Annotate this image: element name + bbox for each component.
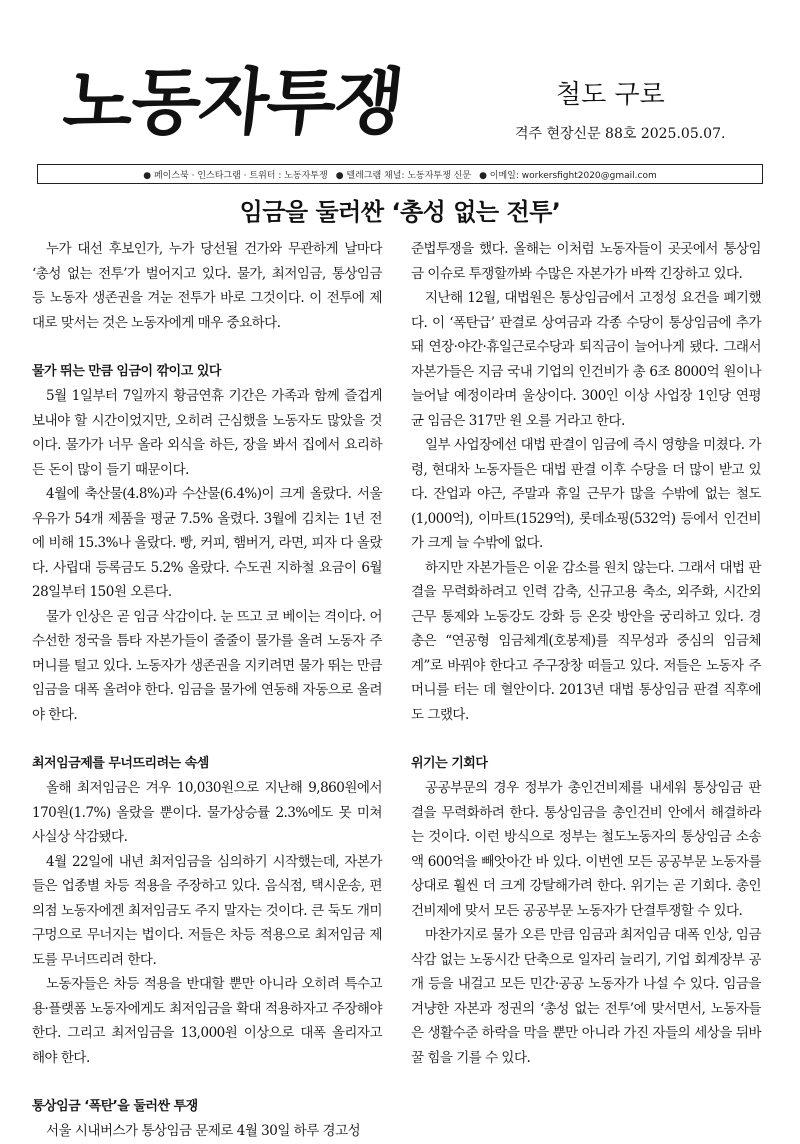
right-column — [411, 237, 761, 1070]
section-name: 철도 구로 — [556, 80, 665, 110]
social-info: ● 페이스북 · 인스타그램 · 트위터 : 노동자투쟁 — [143, 170, 328, 181]
headline: 임금을 둘러싼 ‘총성 없는 전투’ — [239, 198, 561, 226]
paragraph: 4월 22일에 내년 최저임금을 심의하기 시작했는데, 자본가들은 업종별 차등 적용을 주장하고 있다. 음식점, 택시운송, 편의점 노동자에겐 최저임금도 주지 말자는 것이다. 큰 둑도 개미구멍으로 무너지는 법이다. 저들은 차등 적용으로 최저임금 제도를 무너뜨리려 한다. — [32, 853, 382, 968]
paragraph: 일부 사업장에선 대법 판결이 임금에 즉시 영향을 미쳤다. 가령, 현대차 노동자들은 대법 판결 이후 수당을 더 많이 받고 있다. 잔업과 야근, 주말과 휴일 근무가 많을 수밖에 없는 철도(1,000억), 이마트(1529억), 롯데쇼핑(532억) 등에서 인건비가 크게 늘 수밖에 없다. — [411, 437, 761, 551]
left-column — [32, 237, 382, 1144]
section-title-minimum-wage: 최저임금제를 무너뜨리려는 속셈 — [32, 755, 209, 771]
info-bar — [37, 164, 763, 184]
paragraph: 공공부문의 경우 정부가 총인건비제를 내세워 통상임금 판결을 무력화하려 한다. 통상임금을 총인건비 안에서 해결하라는 것이다. 이런 방식으로 정부는 철도노동자의 통상임금 소송액 600억을 빼앗아간 바 있다. 이번엔 모든 공공부문 노동자를 상대로 훨씬 더 크게 강탈해가려 한다. 위기는 곧 기회다. 총인건비제에 맞서 모든 공공부문 노동자가 단결투쟁할 수 있다. — [411, 780, 761, 919]
issue-line: 격주 현장신문 88호 2025.05.07. — [515, 126, 726, 142]
section-title-crisis: 위기는 기회다 — [411, 755, 488, 771]
paragraph: 4월에 축산물(4.8%)과 수산물(6.4%)이 크게 올랐다. 서울우유가 54개 제품을 평균 7.5% 올렸다. 3월에 김치는 1년 전에 비해 15.3%나 올랐다. 빵, 커피, 햄버거, 라면, 피자 다 올랐다. 사립대 등록금도 5.2% 올랐다. 수도권 지하철 요금이 6월 28일부터 150원 오른다. — [32, 486, 382, 600]
paragraph: 물가 인상은 곧 임금 삭감이다. 눈 뜨고 코 베이는 격이다. 어수선한 정국을 틈타 자본가들이 줄줄이 물가를 올려 노동자 주머니를 털고 있다. 노동자가 생존권을 지키려면 물가 뛰는 만큼 임금을 대폭 올려야 한다. 임금을 물가에 연동해 자동으로 올려야 한다. — [32, 608, 382, 723]
paragraph: 하지만 자본가들은 이윤 감소를 원치 않는다. 그래서 대법 판결을 무력화하려고 인력 감축, 신규고용 축소, 외주화, 시간외 근무 통제와 노동강도 강화 등 온갖 방안을 궁리하고 있다. 경총은 “연공형 임금체계(호봉제)를 직무성과 중심의 임금체계”로 바꿔야 한다고 주구장창 떠들고 있다. 저들은 노동자 주머니를 터는 데 혈안이다. 2013년 대법 통상임금 판결 직후에도 그랬다. — [411, 559, 761, 723]
paragraph-continued: 준법투쟁을 했다. 올해는 이처럼 노동자들이 곳곳에서 통상임금 이슈로 투쟁할까봐 수많은 자본가가 바짝 긴장하고 있다. — [411, 241, 761, 282]
paragraph: 지난해 12월, 대법원은 통상임금에서 고정성 요건을 폐기했다. 이 ‘폭탄급’ 판결로 상여금과 각종 수당이 통상임금에 추가돼 연장·야간·휴일근로수당과 퇴직금이 늘어나게 됐다. 그래서 자본가들은 지금 국내 기업의 인건비가 총 6조 8000억 원이나 늘어날 예정이라며 울상이다. 300인 이상 사업장 1인당 연평균 임금은 317만 원 오를 거라고 한다. — [411, 290, 761, 429]
paragraph: 노동자들은 차등 적용을 반대할 뿐만 아니라 오히려 특수고용·플랫폼 노동자에게도 최저임금을 확대 적용하자고 주장해야 한다. 그리고 최저임금을 13,000원 이상으로 대폭 올리자고 해야 한다. — [32, 976, 382, 1066]
paragraph: 5월 1일부터 7일까지 황금연휴 기간은 가족과 함께 즐겁게 보내야 할 시간이었지만, 오히려 근심했을 노동자도 많았을 것이다. 물가가 너무 올라 외식을 하든, 장을 봐서 집에서 요리하든 돈이 많이 들기 때문이다. — [32, 388, 382, 478]
telegram-info: ● 텔레그램 채널: 노동자투쟁 신문 — [335, 170, 472, 181]
masthead-logo: 노동자투쟁 — [59, 60, 407, 144]
email-info: ● 이메일: workersfight2020@gmail.com — [479, 170, 657, 181]
section-title-ordinary-wage: 통상임금 ‘폭탄’을 둘러싼 투쟁 — [32, 1098, 198, 1114]
paragraph: 서울 시내버스가 통상임금 문제로 4월 30일 하루 경고성 — [46, 1123, 361, 1139]
section-title-prices: 물가 뛰는 만큼 임금이 깎이고 있다 — [32, 363, 221, 379]
intro-paragraph: 누가 대선 후보인가, 누가 당선될 건가와 무관하게 날마다 ‘총성 없는 전투’가 벌어지고 있다. 물가, 최저임금, 통상임금 등 노동자 생존권을 겨눈 전투가 바로 그것이다. 이 전투에 제대로 맞서는 것은 노동자에게 매우 중요하다. — [32, 241, 382, 331]
paragraph: 올해 최저임금은 겨우 10,030원으로 지난해 9,860원에서 170원(1.7%) 올랐을 뿐이다. 물가상승률 2.3%에도 못 미쳐 사실상 삭감됐다. — [32, 780, 382, 845]
paragraph: 마찬가지로 물가 오른 만큼 임금과 최저임금 대폭 인상, 임금삭감 없는 노동시간 단축으로 일자리 늘리기, 기업 회계장부 공개 등을 내걸고 모든 민간·공공 노동자가 나설 수 있다. 임금을 겨냥한 자본과 정권의 ‘총성 없는 전투’에 맞서면서, 노동자들은 생활수준 하락을 막을 뿐만 아니라 가진 자들의 세상을 뒤바꿀 힘을 기를 수 있다. — [411, 927, 761, 1066]
